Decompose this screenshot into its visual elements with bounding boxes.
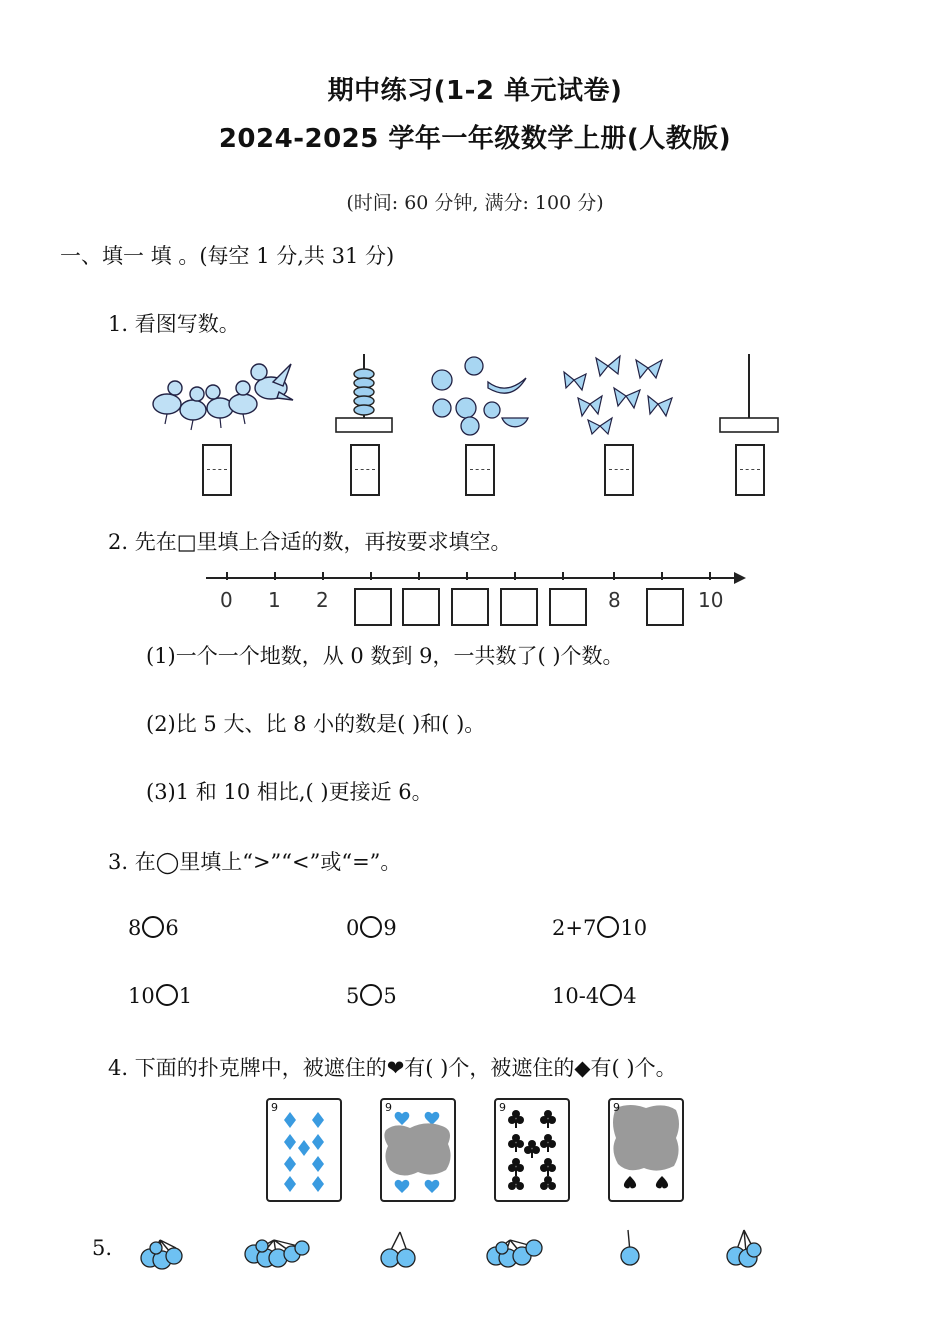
number-line-box-3[interactable]	[354, 588, 392, 626]
compare-right: 5	[383, 984, 397, 1008]
playing-card-hearts-covered	[380, 1098, 456, 1202]
compare-left: 0	[346, 916, 360, 940]
heart-icon	[382, 1100, 454, 1200]
answer-box-butterflies[interactable]	[604, 444, 634, 496]
playing-card-clubs	[494, 1098, 570, 1202]
compare-item-6	[552, 984, 637, 1008]
compare-right: 4	[623, 984, 637, 1008]
compare-left: 10-4	[552, 984, 600, 1008]
fruits-image	[428, 352, 532, 436]
abacus-empty	[718, 352, 780, 436]
compare-right: 6	[165, 916, 179, 940]
page-title: 期中练习(1-2 单元试卷)	[327, 76, 623, 106]
number-line-box-6[interactable]	[500, 588, 538, 626]
number-line-label-0: 0	[220, 588, 233, 612]
number-line-box-7[interactable]	[549, 588, 587, 626]
playing-card-diamonds	[266, 1098, 342, 1202]
compare-right: 1	[178, 984, 193, 1008]
spade-icon	[610, 1100, 682, 1200]
compare-circle[interactable]	[600, 984, 622, 1006]
compare-item-3	[552, 916, 647, 940]
diamond-icon	[268, 1100, 340, 1200]
question-2-label: 2. 先在□里填上合适的数，再按要求填空。	[108, 530, 512, 554]
number-line-box-4[interactable]	[402, 588, 440, 626]
page-subtitle: 2024-2025 学年一年级数学上册(人教版)	[218, 124, 732, 154]
compare-item-1	[128, 916, 179, 940]
compare-item-4	[128, 984, 192, 1008]
compare-item-2	[346, 916, 397, 940]
playing-card-spades-covered	[608, 1098, 684, 1202]
answer-box-fruits[interactable]	[465, 444, 495, 496]
section-heading: 一、填一 填 。(每空 1 分,共 31 分)	[60, 244, 395, 268]
compare-circle[interactable]	[142, 916, 164, 938]
card-rank: 9	[499, 1101, 506, 1114]
compare-circle[interactable]	[360, 984, 382, 1006]
card-rank: 9	[613, 1101, 620, 1114]
number-line	[200, 566, 750, 588]
card-rank: 9	[271, 1101, 278, 1114]
number-line-box-5[interactable]	[451, 588, 489, 626]
answer-box-birds[interactable]	[202, 444, 232, 496]
club-icon	[496, 1100, 568, 1200]
question-2-sub-2: (2)比 5 大、比 8 小的数是( )和( )。	[146, 712, 486, 736]
answer-box-abacus-1[interactable]	[350, 444, 380, 496]
butterflies-image	[560, 352, 678, 436]
compare-circle[interactable]	[597, 916, 619, 938]
question-3-label: 3. 在◯里填上“>”“<”或“=”。	[108, 850, 402, 874]
question-4-label: 4. 下面的扑克牌中，被遮住的❤有( )个，被遮住的◆有( )个。	[108, 1056, 677, 1080]
number-line-label-2: 2	[316, 588, 329, 612]
compare-circle[interactable]	[360, 916, 382, 938]
question-1-label: 1. 看图写数。	[108, 312, 240, 336]
compare-right: 10	[620, 916, 648, 940]
number-line-label-8: 8	[608, 588, 621, 612]
compare-right: 9	[383, 916, 397, 940]
question-2-sub-3: (3)1 和 10 相比,( )更接近 6。	[146, 780, 433, 804]
compare-left: 2+7	[552, 916, 597, 940]
answer-box-abacus-2[interactable]	[735, 444, 765, 496]
birds-image	[145, 352, 295, 434]
exam-info: (时间: 60 分钟, 满分: 100 分)	[346, 192, 604, 214]
number-line-label-10: 10	[698, 588, 724, 612]
card-rank: 9	[385, 1101, 392, 1114]
abacus-five-beads	[334, 352, 394, 436]
question-2-sub-1: (1)一个一个地数，从 0 数到 9，一共数了( )个数。	[146, 644, 624, 668]
question-5-label: 5.	[92, 1236, 113, 1260]
cherries-image	[136, 1226, 796, 1276]
number-line-label-1: 1	[268, 588, 281, 612]
number-line-box-9[interactable]	[646, 588, 684, 626]
compare-left: 10	[128, 984, 155, 1008]
compare-left: 8	[128, 916, 142, 940]
compare-item-5	[346, 984, 397, 1008]
compare-circle[interactable]	[156, 984, 178, 1006]
compare-left: 5	[346, 984, 360, 1008]
